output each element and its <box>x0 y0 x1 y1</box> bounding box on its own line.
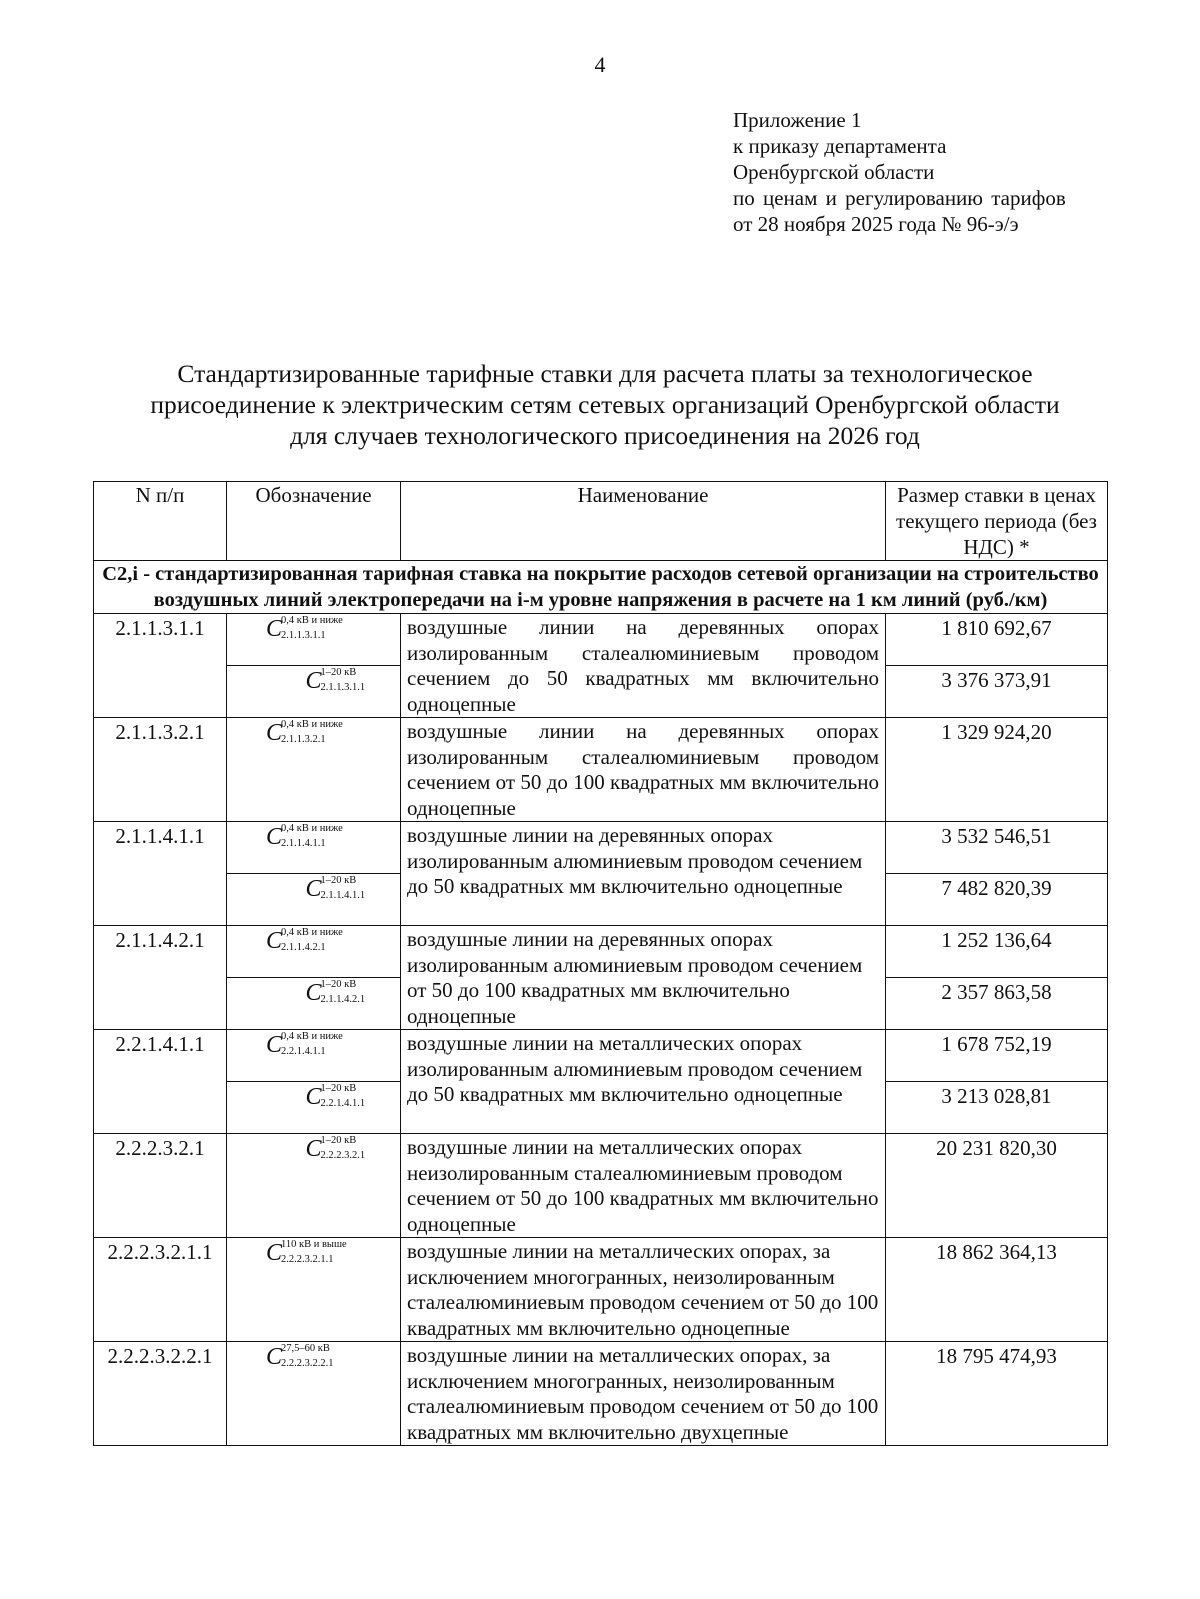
row-number: 2.2.2.3.2.1.1 <box>94 1238 227 1342</box>
symbol-index: 2.1.1.3.1.1 <box>281 630 326 641</box>
row-rate-value: 3 213 028,81 <box>886 1082 1108 1134</box>
table-row <box>94 1342 1108 1446</box>
row-designation <box>227 666 401 718</box>
table-row <box>94 1134 1108 1238</box>
row-number: 2.2.2.3.2.2.1 <box>94 1342 227 1446</box>
row-description: воздушные линии на металлических опорах, за исключением многогранных, неизолированным сталеалюминиевым проводом сечением от 50 до 100 квадратных мм включительно одноцепные <box>401 1238 886 1342</box>
symbol-voltage: 27,5–60 кВ <box>281 1343 330 1354</box>
row-rate-value: 20 231 820,30 <box>886 1134 1108 1238</box>
row-designation <box>227 1082 401 1134</box>
symbol-letter: C <box>266 720 283 746</box>
symbol-index: 2.1.1.3.2.1 <box>281 734 326 745</box>
symbol-index: 2.1.1.4.2.1 <box>320 994 366 1005</box>
appendix-block <box>733 107 1066 237</box>
symbol-voltage: 110 кВ и выше <box>281 1239 347 1250</box>
symbol-index: 2.2.2.3.2.2.1 <box>281 1358 334 1369</box>
header-num: N п/п <box>94 482 227 561</box>
rate-symbol <box>305 1083 366 1110</box>
row-rate-value: 18 795 474,93 <box>886 1342 1108 1446</box>
row-designation <box>227 614 401 666</box>
row-number: 2.2.2.3.2.1 <box>94 1134 227 1238</box>
symbol-index: 2.1.1.4.1.1 <box>281 838 326 849</box>
row-description: воздушные линии на деревянных опорах изолированным сталеалюминиевым проводом сечением от 50 до 100 квадратных мм включительно одноцепные <box>401 718 886 822</box>
symbol-letter: C <box>266 1240 283 1266</box>
appendix-line: по ценам и регулированию тарифов <box>733 186 1066 210</box>
symbol-voltage: 0,4 кВ и ниже <box>281 823 343 834</box>
symbol-voltage: 0,4 кВ и ниже <box>281 615 343 626</box>
symbol-letter: C <box>266 1344 283 1370</box>
appendix-line: Оренбургской области <box>733 160 935 184</box>
symbol-letter: C <box>305 980 322 1006</box>
row-designation <box>227 718 401 822</box>
row-designation <box>227 1238 401 1342</box>
rate-symbol <box>305 667 366 694</box>
symbol-index: 2.2.1.4.1.1 <box>281 1046 326 1057</box>
table-caption-row <box>94 561 1108 614</box>
row-description: воздушные линии на металлических опорах неизолированным сталеалюминиевым проводом сечением от 50 до 100 квадратных мм включительно одноцепные <box>401 1134 886 1238</box>
symbol-voltage: 1–20 кВ <box>320 1135 357 1146</box>
symbol-index: 2.2.2.3.2.1 <box>320 1150 366 1161</box>
rate-symbol <box>266 1032 361 1058</box>
header-rate: Размер ставки в ценах текущего периода (без НДС) * <box>886 482 1108 561</box>
row-rate-value: 2 357 863,58 <box>886 978 1108 1030</box>
title-line: для случаев технологического присоединения на 2026 год <box>290 421 920 450</box>
table-row <box>94 614 1108 666</box>
row-description: воздушные линии на деревянных опорах изолированным алюминиевым проводом сечением до 50 квадратных мм включительно одноцепные <box>401 822 886 926</box>
row-designation <box>227 874 401 926</box>
table-row <box>94 1030 1108 1082</box>
symbol-voltage: 1–20 кВ <box>320 979 357 990</box>
appendix-line: к приказу департамента <box>733 134 947 158</box>
symbol-letter: C <box>305 1084 322 1110</box>
symbol-index: 2.1.1.4.1.1 <box>320 890 366 901</box>
table-row <box>94 718 1108 822</box>
row-number: 2.1.1.4.2.1 <box>94 926 227 1030</box>
symbol-letter: C <box>305 1136 322 1162</box>
document-title <box>100 358 1110 451</box>
symbol-voltage: 0,4 кВ и ниже <box>281 927 343 938</box>
row-rate-value: 1 329 924,20 <box>886 718 1108 822</box>
row-designation <box>227 822 401 874</box>
symbol-letter: C <box>266 928 283 954</box>
row-rate-value: 18 862 364,13 <box>886 1238 1108 1342</box>
header-designation: Обозначение <box>227 482 401 561</box>
tariff-table <box>93 481 1108 1446</box>
row-designation <box>227 978 401 1030</box>
row-rate-value: 1 252 136,64 <box>886 926 1108 978</box>
row-rate-value: 3 532 546,51 <box>886 822 1108 874</box>
row-rate-value: 7 482 820,39 <box>886 874 1108 926</box>
appendix-line: Приложение 1 <box>733 108 862 132</box>
row-designation <box>227 1342 401 1446</box>
symbol-index: 2.1.1.3.1.1 <box>320 682 366 693</box>
symbol-letter: C <box>305 668 322 694</box>
row-description: воздушные линии на деревянных опорах изолированным сталеалюминиевым проводом сечением до 50 квадратных мм включительно одноцепные <box>401 614 886 718</box>
rate-symbol <box>305 979 366 1006</box>
symbol-index: 2.1.1.4.2.1 <box>281 942 326 953</box>
page-number: 4 <box>594 52 606 77</box>
row-rate-value: 1 810 692,67 <box>886 614 1108 666</box>
symbol-voltage: 0,4 кВ и ниже <box>281 719 343 730</box>
title-line: Стандартизированные тарифные ставки для расчета платы за технологическое <box>177 359 1033 388</box>
rate-symbol <box>266 928 361 954</box>
symbol-letter: C <box>305 876 322 902</box>
title-line: присоединение к электрическим сетям сетевых организаций Оренбургской области <box>150 390 1060 419</box>
symbol-voltage: 1–20 кВ <box>320 875 357 886</box>
table-row <box>94 926 1108 978</box>
row-rate-value: 3 376 373,91 <box>886 666 1108 718</box>
symbol-letter: C <box>266 1032 283 1058</box>
rate-symbol <box>266 824 361 850</box>
table-row <box>94 822 1108 874</box>
rate-symbol <box>266 720 361 746</box>
row-number: 2.1.1.3.2.1 <box>94 718 227 822</box>
table-caption: C2,i - стандартизированная тарифная ставка на покрытие расходов сетевой организации на строительство воздушных линий электропередачи на i-м уровне напряжения в расчете на 1 км линий (руб./км) <box>94 561 1108 614</box>
appendix-line: от 28 ноября 2025 года № 96-э/э <box>733 212 1019 236</box>
rate-symbol <box>266 616 361 642</box>
symbol-voltage: 0,4 кВ и ниже <box>281 1031 343 1042</box>
rate-symbol <box>305 1135 366 1162</box>
row-number: 2.1.1.3.1.1 <box>94 614 227 718</box>
header-name: Наименование <box>401 482 886 561</box>
symbol-index: 2.2.1.4.1.1 <box>320 1098 366 1109</box>
symbol-index: 2.2.2.3.2.1.1 <box>281 1254 334 1265</box>
symbol-letter: C <box>266 616 283 642</box>
symbol-voltage: 1–20 кВ <box>320 667 357 678</box>
row-rate-value: 1 678 752,19 <box>886 1030 1108 1082</box>
table-row <box>94 1238 1108 1342</box>
row-description: воздушные линии на металлических опорах изолированным алюминиевым проводом сечением до 50 квадратных мм включительно одноцепные <box>401 1030 886 1134</box>
row-designation <box>227 926 401 978</box>
rate-symbol <box>266 1344 361 1370</box>
row-designation <box>227 1030 401 1082</box>
row-number: 2.2.1.4.1.1 <box>94 1030 227 1134</box>
row-designation <box>227 1134 401 1238</box>
rate-symbol <box>305 875 366 902</box>
row-number: 2.1.1.4.1.1 <box>94 822 227 926</box>
rate-symbol <box>266 1240 361 1266</box>
row-description: воздушные линии на металлических опорах, за исключением многогранных, неизолированным сталеалюминиевым проводом сечением от 50 до 100 квадратных мм включительно двухцепные <box>401 1342 886 1446</box>
symbol-letter: C <box>266 824 283 850</box>
symbol-voltage: 1–20 кВ <box>320 1083 357 1094</box>
table-header-row <box>94 482 1108 561</box>
row-description: воздушные линии на деревянных опорах изолированным алюминиевым проводом сечением от 50 до 100 квадратных мм включительно одноцепные <box>401 926 886 1030</box>
